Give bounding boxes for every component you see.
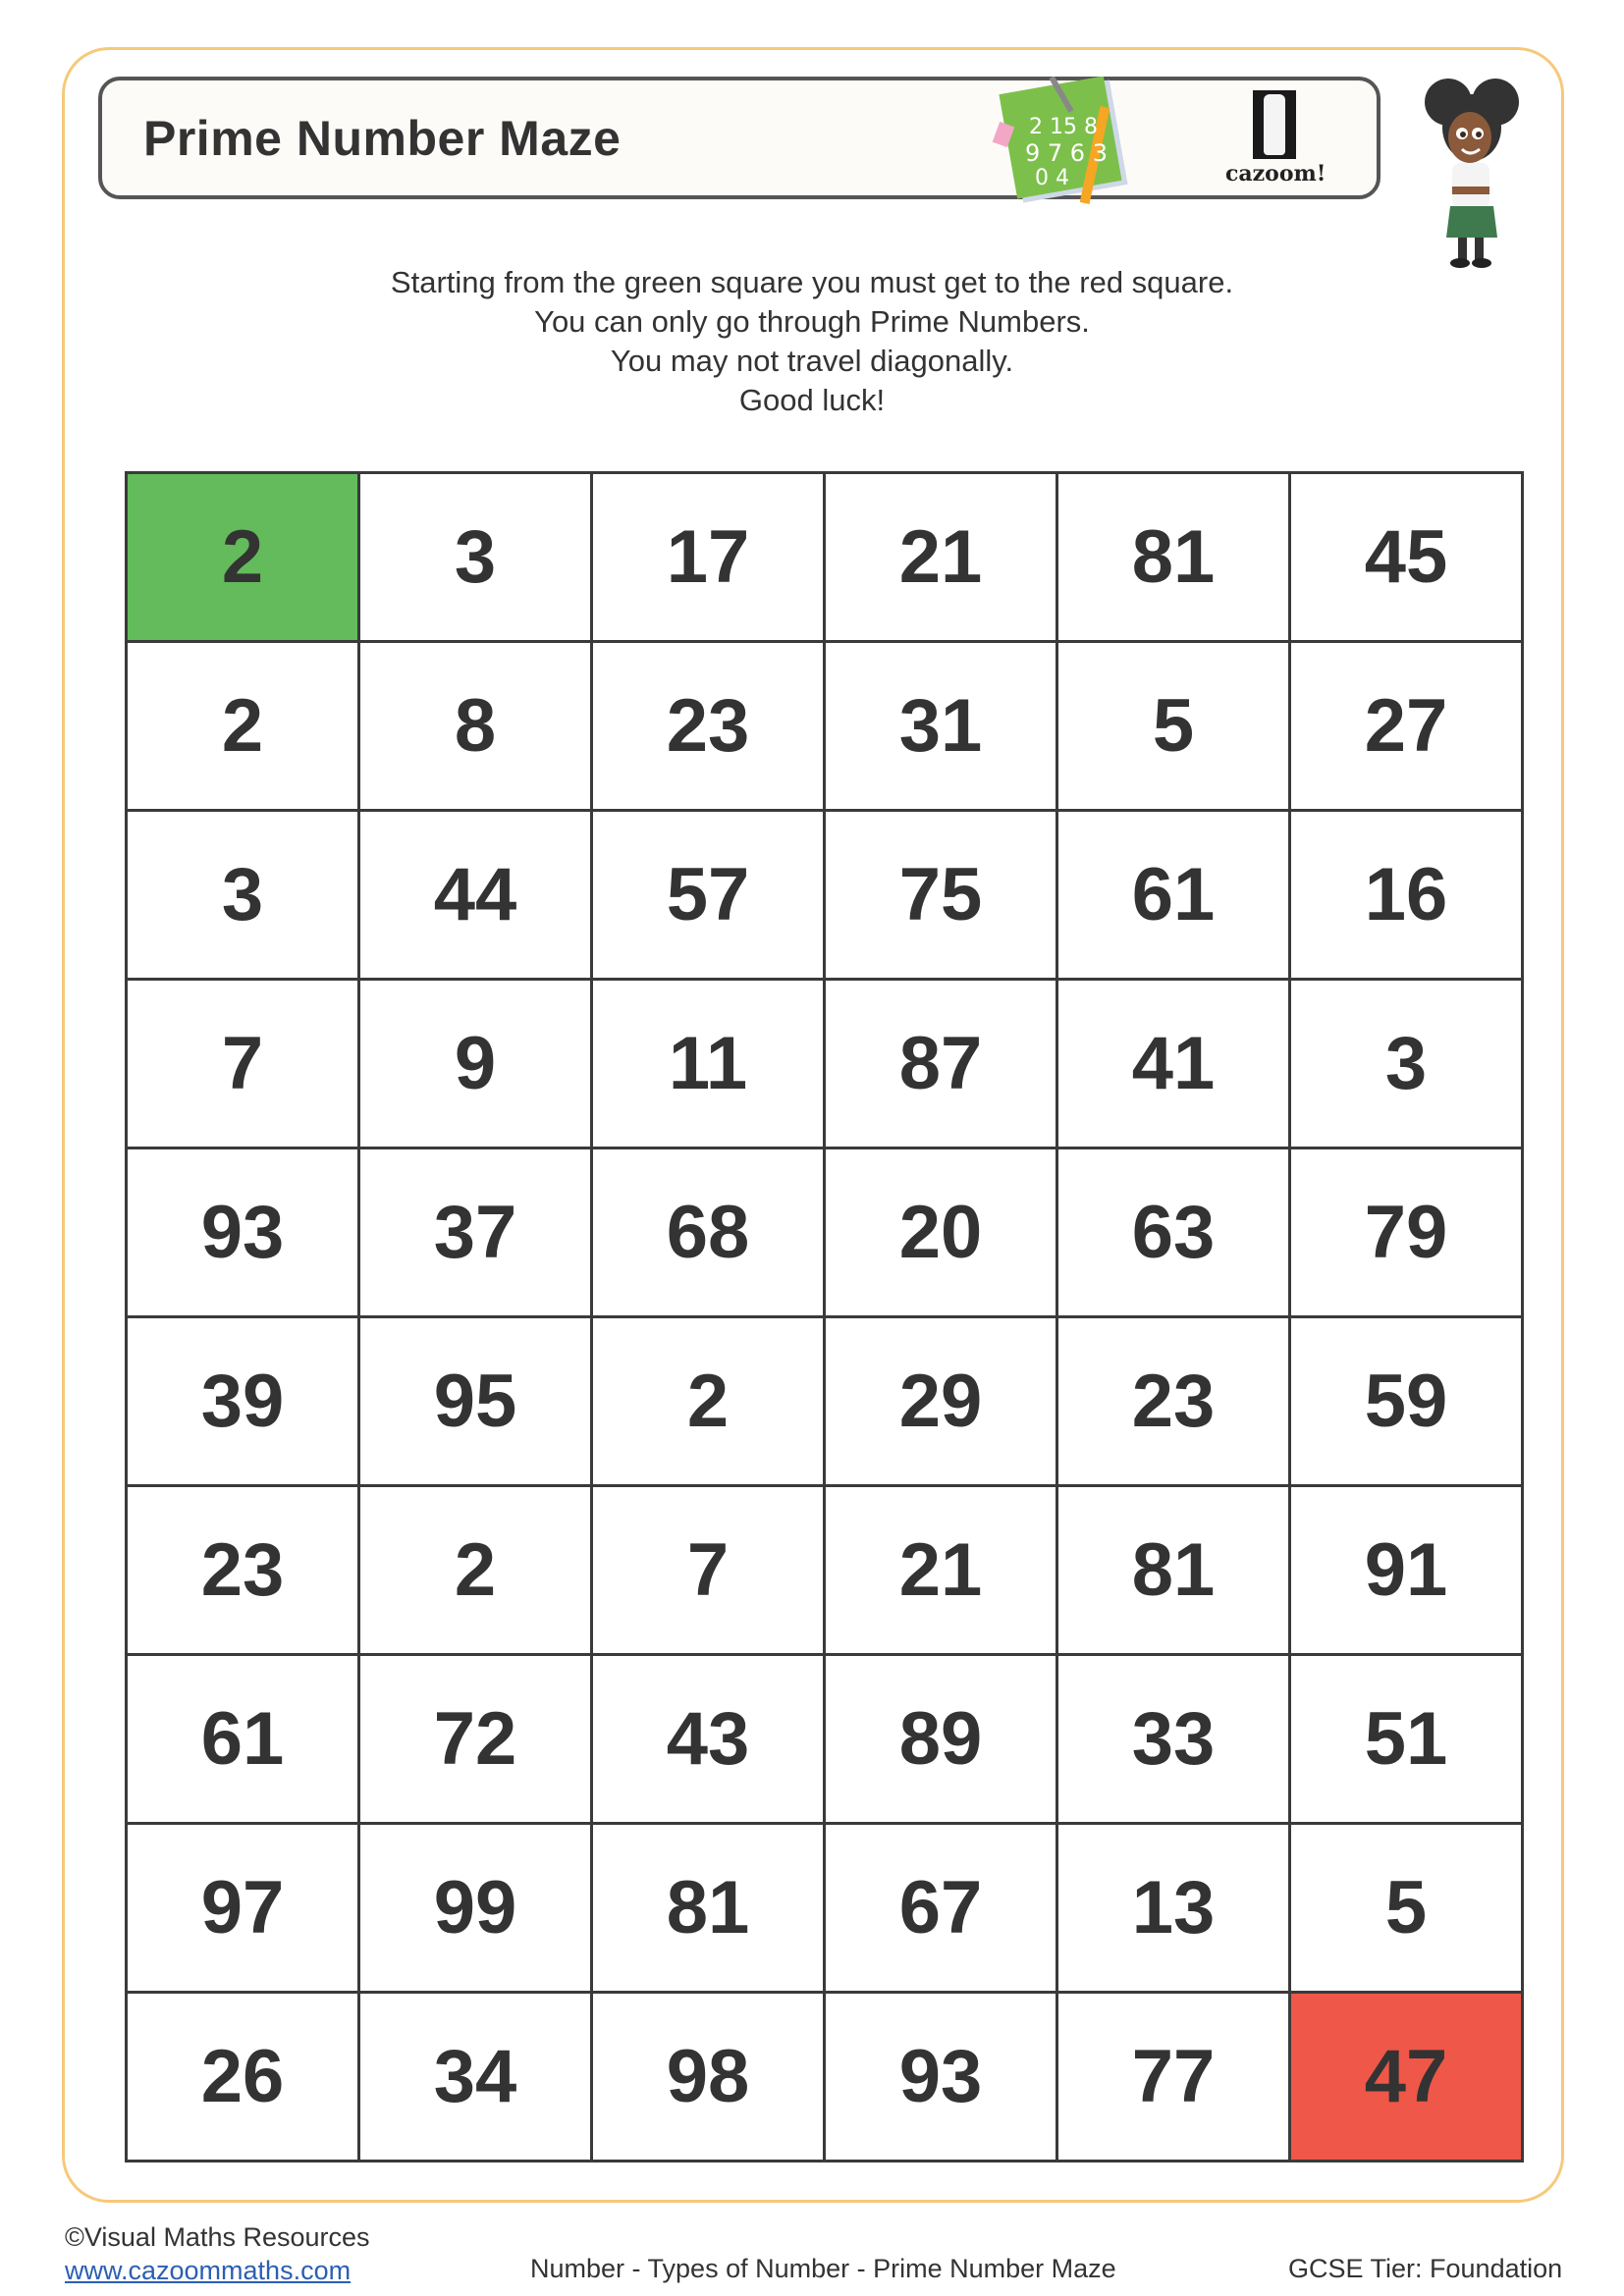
maze-cell[interactable]: 7 [592,1486,825,1655]
maze-cell[interactable]: 67 [825,1824,1057,1993]
maze-cell[interactable]: 99 [359,1824,592,1993]
maze-cell[interactable]: 7 [127,980,359,1148]
maze-cell[interactable]: 98 [592,1993,825,2162]
logo-drum-icon [1253,90,1296,159]
svg-text:0 4: 0 4 [1035,166,1069,190]
maze-row [127,1317,1523,1486]
maze-row [127,1655,1523,1824]
maze-cell[interactable]: 26 [127,1993,359,2162]
maze-cell[interactable]: 89 [825,1655,1057,1824]
maze-row [127,1148,1523,1317]
maze-cell[interactable]: 23 [1057,1317,1290,1486]
copyright-text: ©Visual Maths Resources [65,2222,370,2252]
instructions [0,263,1624,420]
instruction-line: Starting from the green square you must get to the red square. [390,265,1234,299]
maze-cell[interactable]: 39 [127,1317,359,1486]
maze-cell[interactable]: 23 [127,1486,359,1655]
student-character-icon [1409,71,1537,272]
maze-row [127,811,1523,980]
maze-cell[interactable]: 59 [1290,1317,1523,1486]
maze-row [127,642,1523,811]
cazoom-logo [1225,90,1353,188]
footer-tier: GCSE Tier: Foundation [1288,2254,1563,2283]
maze-cell[interactable]: 93 [825,1993,1057,2162]
maze-cell[interactable]: 51 [1290,1655,1523,1824]
maze-cell[interactable]: 97 [127,1824,359,1993]
maze-cell[interactable]: 13 [1057,1824,1290,1993]
maze-cell[interactable]: 31 [825,642,1057,811]
instruction-line: You can only go through Prime Numbers. [534,304,1090,339]
maze-cell[interactable]: 87 [825,980,1057,1148]
maze-cell[interactable]: 81 [592,1824,825,1993]
maze-cell[interactable]: 68 [592,1148,825,1317]
svg-text:9 7 6 3: 9 7 6 3 [1025,139,1108,167]
instruction-line: You may not travel diagonally. [610,344,1014,378]
maze-row [127,1824,1523,1993]
maze-cell[interactable]: 44 [359,811,592,980]
prime-maze-grid [125,471,1524,2163]
maze-cell[interactable]: 81 [1057,1486,1290,1655]
website-link[interactable]: www.cazoommaths.com [65,2256,352,2285]
maze-row [127,1486,1523,1655]
maze-cell[interactable]: 77 [1057,1993,1290,2162]
maze-cell-end[interactable]: 47 [1290,1993,1523,2162]
maze-row [127,980,1523,1148]
maze-cell[interactable]: 81 [1057,473,1290,642]
maze-cell[interactable]: 79 [1290,1148,1523,1317]
maze-cell[interactable]: 91 [1290,1486,1523,1655]
maze-cell[interactable]: 29 [825,1317,1057,1486]
maze-cell[interactable]: 63 [1057,1148,1290,1317]
maze-cell[interactable]: 43 [592,1655,825,1824]
title-banner [98,77,1380,199]
maze-cell[interactable]: 3 [1290,980,1523,1148]
chalkboard-numbers-icon [992,77,1139,209]
maze-cell[interactable]: 16 [1290,811,1523,980]
maze-cell[interactable]: 2 [127,642,359,811]
maze-cell[interactable]: 5 [1057,642,1290,811]
maze-cell[interactable]: 8 [359,642,592,811]
maze-cell[interactable]: 27 [1290,642,1523,811]
maze-cell[interactable]: 93 [127,1148,359,1317]
maze-cell[interactable]: 72 [359,1655,592,1824]
maze-cell[interactable]: 3 [359,473,592,642]
maze-cell[interactable]: 61 [127,1655,359,1824]
maze-cell[interactable]: 2 [592,1317,825,1486]
maze-cell[interactable]: 34 [359,1993,592,2162]
maze-cell[interactable]: 95 [359,1317,592,1486]
maze-cell[interactable]: 75 [825,811,1057,980]
maze-cell[interactable]: 20 [825,1148,1057,1317]
page-title: Prime Number Maze [143,111,622,166]
maze-cell[interactable]: 5 [1290,1824,1523,1993]
maze-row [127,473,1523,642]
footer-topic: Number - Types of Number - Prime Number Maze [530,2254,1116,2283]
maze-cell[interactable]: 3 [127,811,359,980]
logo-text: cazoom! [1225,161,1326,187]
maze-cell[interactable]: 11 [592,980,825,1148]
maze-cell[interactable]: 33 [1057,1655,1290,1824]
footer-credits [65,2220,370,2287]
maze-cell[interactable]: 23 [592,642,825,811]
maze-cell[interactable]: 61 [1057,811,1290,980]
maze-cell-start[interactable]: 2 [127,473,359,642]
instruction-line: Good luck! [738,383,886,417]
maze-cell[interactable]: 21 [825,1486,1057,1655]
maze-cell[interactable]: 17 [592,473,825,642]
maze-row [127,1993,1523,2162]
maze-cell[interactable]: 9 [359,980,592,1148]
maze-cell[interactable]: 37 [359,1148,592,1317]
maze-cell[interactable]: 45 [1290,473,1523,642]
maze-cell[interactable]: 21 [825,473,1057,642]
maze-cell[interactable]: 41 [1057,980,1290,1148]
maze-cell[interactable]: 2 [359,1486,592,1655]
maze-cell[interactable]: 57 [592,811,825,980]
svg-text:2 15 8: 2 15 8 [1029,115,1098,139]
